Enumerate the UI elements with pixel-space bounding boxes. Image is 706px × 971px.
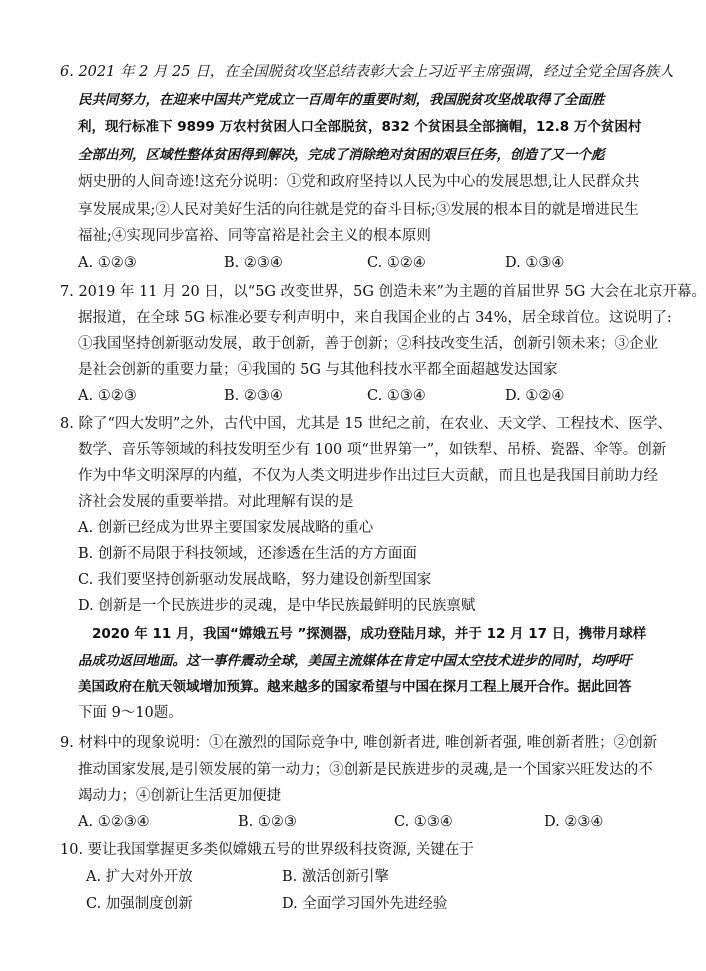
q7-line-2: 据报道，在全球 5G 标准必要专利声明中，来自我国企业的占 34%，居全球首位。这说明了: (78, 310, 672, 326)
q7-line-1: 7. 2019 年 11 月 20 日，以“5G 改变世界，5G 创造未来”为主题的首届世界 5G 大会在北京开幕。 (60, 284, 706, 300)
q6-option-d[interactable]: D. ①③④ (505, 255, 565, 271)
q7-options (78, 386, 638, 406)
q6-line-3: 利，现行标准下 9899 万农村贫困人口全部脱贫，832 个贫困县全部摘帽，12.8 万个贫困村 (78, 119, 642, 135)
q6-line-1: 6. 2021 年 2 月 25 日，在全国脱贫攻坚总结表彰大会上习近平主席强调，经过全党全国各族人 (60, 64, 674, 80)
q6-line-6: 享发展成果;②人民对美好生活的向往就是党的奋斗目标;③发展的根本目的就是增进民生 (78, 202, 639, 218)
q9-line-3: 竭动力；④创新让生活更加便捷 (78, 788, 281, 804)
q10-options-row-2 (86, 894, 646, 914)
q6-option-c[interactable]: C. ①②④ (367, 255, 426, 271)
q7-option-a[interactable]: A. ①②③ (78, 388, 137, 404)
q7-line-3: ①我国坚持创新驱动发展，敢于创新，善于创新；②科技改变生活，创新引领未来；③企业 (78, 336, 658, 352)
q8-line-2: 数学、音乐等领域的科技发明至少有 100 项“世界第一”，如铁犁、吊桥、瓷器、伞等。创新 (78, 442, 667, 458)
q6-option-b[interactable]: B. ②③④ (224, 255, 283, 271)
q9-line-1: 9. 材料中的现象说明：①在激烈的国际竞争中, 唯创新者进, 唯创新者强, 唯创新者胜；②创新 (60, 735, 658, 751)
q9-option-d[interactable]: D. ②③④ (544, 814, 604, 830)
q7-option-b[interactable]: B. ②③④ (224, 388, 283, 404)
q7-option-d[interactable]: D. ①②④ (505, 388, 565, 404)
q6-option-a[interactable]: A. ①②③ (78, 255, 137, 271)
material-line-4: 下面 9～10题。 (78, 705, 183, 721)
q7-line-4: 是社会创新的重要力量；④我国的 5G 与其他科技水平都全面超越发达国家 (78, 362, 558, 378)
q8-choice-b[interactable]: B. 创新不局限于科技领域，还渗透在生活的方方面面 (78, 546, 417, 562)
q6-line-2: 民共同努力，在迎来中国共产党成立一百周年的重要时刻，我国脱贫攻坚战取得了全面胜 (78, 92, 605, 108)
q9-options (78, 812, 638, 832)
q9-line-2: 推动国家发展,是引领发展的第一动力；③创新是民族进步的灵魂,是一个国家兴旺发达的不 (78, 762, 653, 778)
material-line-3: 美国政府在航天领域增加预算。越来越多的国家希望与中国在探月工程上展开合作。据此回答 (78, 679, 632, 695)
q10-option-a[interactable]: A. 扩大对外开放 (86, 869, 193, 885)
q10-option-c[interactable]: C. 加强制度创新 (86, 896, 193, 912)
q8-choice-c[interactable]: C. 我们要坚持创新驱动发展战略，努力建设创新型国家 (78, 572, 432, 588)
q8-line-4: 济社会发展的重要举措。对此理解有误的是 (78, 494, 354, 510)
q6-line-7: 福祉;④实现同步富裕、同等富裕是社会主义的根本原则 (78, 228, 431, 244)
material-line-2: 品成功返回地面。这一事件震动全球，美国主流媒体在肯定中国太空技术进步的同时，均呼吁 (78, 653, 632, 669)
q9-option-c[interactable]: C. ①③④ (394, 814, 453, 830)
q9-option-b[interactable]: B. ①②③ (238, 814, 297, 830)
q10-option-d[interactable]: D. 全面学习国外先进经验 (282, 896, 448, 912)
q9-option-a[interactable]: A. ①②③④ (78, 814, 150, 830)
q10-stem: 10. 要让我国掌握更多类似嫦娥五号的世界级科技资源, 关键在于 (60, 842, 474, 858)
q7-option-c[interactable]: C. ①③④ (367, 388, 426, 404)
q8-choice-d[interactable]: D. 创新是一个民族进步的灵魂，是中华民族最鲜明的民族禀赋 (78, 598, 476, 614)
q10-option-b[interactable]: B. 激活创新引擎 (282, 869, 389, 885)
material-line-1: 2020 年 11 月，我国“嫦娥五号 ”探测器，成功登陆月球，并于 12 月 17 日，携带月球样 (92, 626, 647, 642)
q8-line-1: 8. 除了“四大发明”之外，古代中国，尤其是 15 世纪之前，在农业、天文学、工程技术、医学、 (60, 416, 672, 432)
q6-options (78, 253, 638, 273)
q10-options-row-1 (86, 867, 646, 887)
q8-choice-a[interactable]: A. 创新已经成为世界主要国家发展战略的重心 (78, 520, 374, 536)
q8-line-3: 作为中华文明深厚的内蕴，不仅为人类文明进步作出过巨大贡献，而且也是我国目前助力经 (78, 468, 658, 484)
q6-line-5: 炳史册的人间奇迹!这充分说明：①党和政府坚持以人民为中心的发展思想,让人民群众共 (78, 174, 640, 190)
q6-line-4: 全部出列，区域性整体贫困得到解决，完成了消除绝对贫困的艰巨任务，创造了又一个彪 (78, 147, 605, 163)
